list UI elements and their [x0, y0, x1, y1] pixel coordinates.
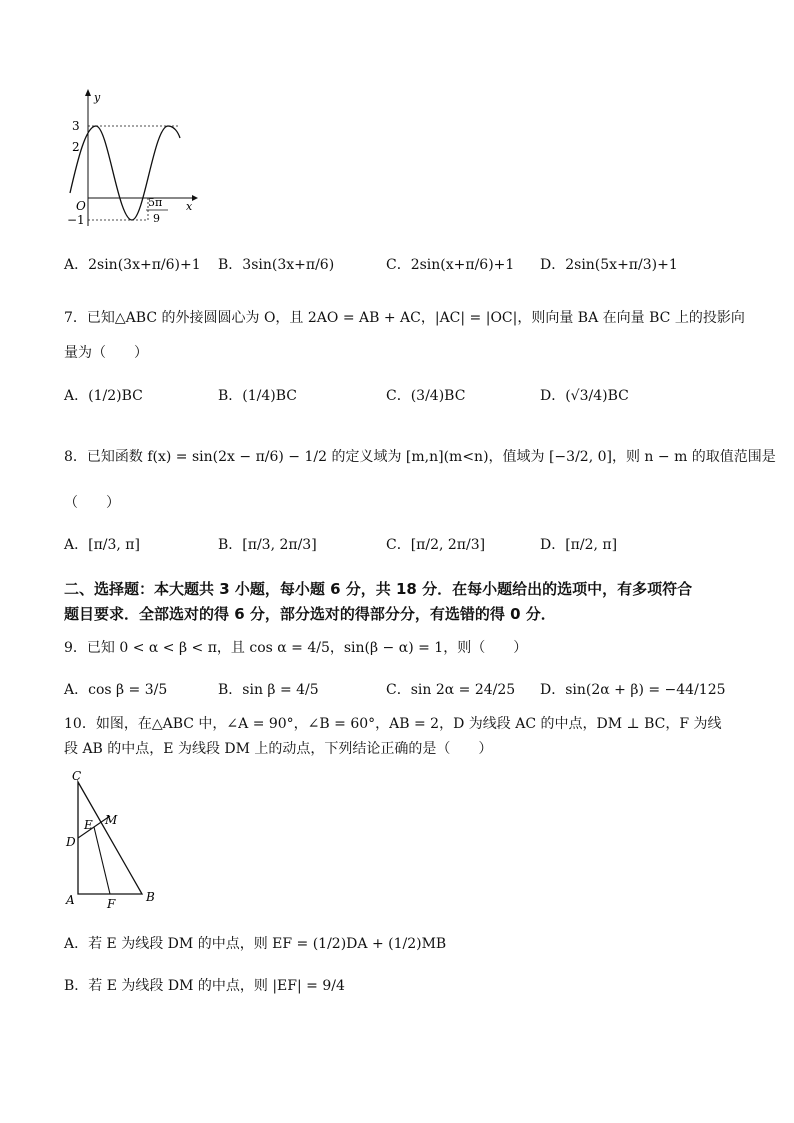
q6-option-c[interactable]: C．2sin(x+π/6)+1: [386, 257, 515, 273]
q9-option-d[interactable]: D．sin(2α + β) = −44/125: [540, 682, 726, 698]
q10-stem-line1: 10．如图，在△ABC 中，∠A = 90°，∠B = 60°，AB = 2，D 为线段 AC 的中点，DM ⊥ BC，F 为线: [64, 716, 722, 732]
q10-option-b[interactable]: B．若 E 为线段 DM 的中点，则 |EF| = 9/4: [64, 978, 345, 994]
label-m: M: [105, 813, 118, 827]
q9-option-a[interactable]: A．cos β = 3/5: [64, 682, 168, 698]
section-heading-line1: 二、选择题：本大题共 3 小题，每小题 6 分，共 18 分．在每小题给出的选项中，有多项符合: [64, 580, 693, 598]
label-c: C: [72, 769, 82, 783]
q9-option-b[interactable]: B．sin β = 4/5: [218, 682, 319, 698]
sine-graph: [60, 88, 200, 228]
q8-stem-line1: 8．已知函数 f(x) = sin(2x − π/6) − 1/2 的定义域为 [m,n](m<n)，值域为 [−3/2, 0]，则 n − m 的取值范围是: [64, 449, 776, 465]
q7-stem-line1: 7．已知△ABC 的外接圆圆心为 O，且 2AO = AB + AC，|AC| = |OC|，则向量 BA 在向量 BC 上的投影向: [64, 310, 745, 326]
triangle-figure: [60, 766, 170, 911]
tick-2: 2: [72, 140, 80, 154]
q8-option-a[interactable]: A．[π/3, π]: [64, 537, 140, 553]
q6-option-b[interactable]: B．3sin(3x+π/6): [218, 257, 335, 273]
x-tick-den: 9: [153, 212, 160, 225]
q7-option-c[interactable]: C．(3/4)BC: [386, 388, 466, 404]
q7-stem-line2: 量为（ ）: [64, 345, 148, 361]
q7-option-a[interactable]: A．(1/2)BC: [64, 388, 143, 404]
q8-stem-line2: （ ）: [64, 495, 120, 511]
label-d: D: [66, 835, 76, 849]
q8-option-b[interactable]: B．[π/3, 2π/3]: [218, 537, 317, 553]
x-axis-label: x: [186, 200, 193, 213]
q6-option-d[interactable]: D．2sin(5x+π/3)+1: [540, 257, 678, 273]
origin-label: O: [76, 199, 86, 213]
q10-option-a[interactable]: A．若 E 为线段 DM 的中点，则 EF = (1/2)DA + (1/2)MB: [64, 936, 447, 952]
tick-3: 3: [72, 119, 80, 133]
label-f: F: [107, 897, 116, 911]
label-a: A: [66, 893, 75, 907]
label-b: B: [146, 890, 155, 904]
y-axis-label: y: [94, 91, 101, 104]
label-e: E: [84, 818, 93, 832]
q9-option-c[interactable]: C．sin 2α = 24/25: [386, 682, 516, 698]
q8-option-d[interactable]: D．[π/2, π]: [540, 537, 618, 553]
q6-option-a[interactable]: A．2sin(3x+π/6)+1: [64, 257, 201, 273]
q10-stem-line2: 段 AB 的中点，E 为线段 DM 上的动点，下列结论正确的是（ ）: [64, 741, 493, 757]
q8-option-c[interactable]: C．[π/2, 2π/3]: [386, 537, 486, 553]
q7-option-d[interactable]: D．(√3/4)BC: [540, 388, 629, 404]
q7-option-b[interactable]: B．(1/4)BC: [218, 388, 298, 404]
q9-stem: 9．已知 0 < α < β < π，且 cos α = 4/5，sin(β − α) = 1，则（ ）: [64, 640, 528, 656]
tick-neg1: −1: [67, 213, 85, 227]
x-tick-num: 5π: [148, 196, 163, 209]
section-heading-line2: 题目要求．全部选对的得 6 分，部分选对的得部分分，有选错的得 0 分．: [64, 605, 556, 623]
